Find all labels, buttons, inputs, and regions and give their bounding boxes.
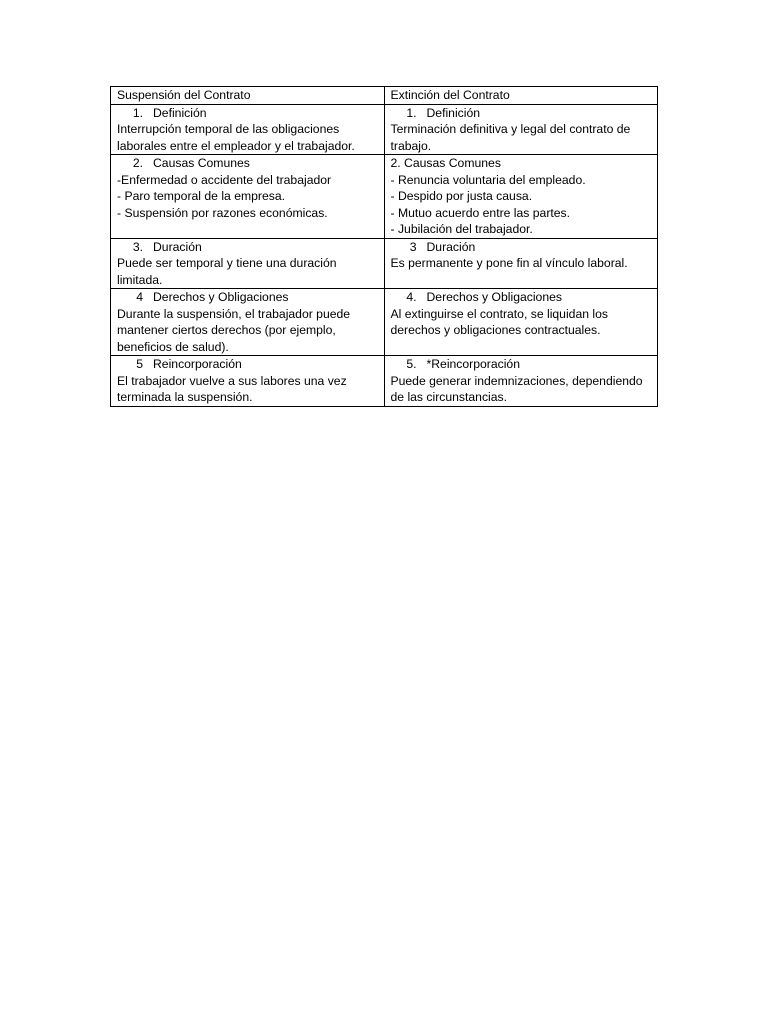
cell-text: El trabajador vuelve a sus labores una vez terminada la suspensión. <box>117 373 351 404</box>
cell-suspension-derechos <box>111 289 385 356</box>
table-row <box>111 356 658 407</box>
table-row <box>111 155 658 239</box>
cell-suspension-definicion <box>111 104 385 155</box>
list-item: -Enfermedad o accidente del trabajador <box>117 172 332 187</box>
list-item: - Jubilación del trabajador. <box>390 222 533 236</box>
list-item: - Suspensión por razones económicas. <box>117 205 328 220</box>
table-row <box>111 104 658 155</box>
comparison-table <box>110 86 658 407</box>
cell-extincion-causas <box>384 155 658 239</box>
list-item: - Renuncia voluntaria del empleado. <box>390 172 586 187</box>
cell-extincion-derechos <box>384 289 658 356</box>
list-item: - Despido por justa causa. <box>390 189 533 203</box>
cell-text: Es permanente y pone fin al vínculo laboral. <box>390 256 628 270</box>
cell-extincion-duracion <box>384 238 658 289</box>
table-row <box>111 289 658 356</box>
cell-text: Puede generar indemnizaciones, dependiendo de las circunstancias. <box>390 373 646 404</box>
cell-text: Interrupción temporal de las obligaciones laborales entre el empleador y el trabajador. <box>117 122 355 153</box>
section-number: 3. <box>132 239 143 254</box>
section-heading <box>391 239 654 256</box>
section-heading <box>117 239 380 256</box>
section-title: Duración <box>426 239 476 254</box>
section-heading <box>391 289 654 306</box>
section-heading <box>117 356 380 373</box>
section-title: Derechos y Obligaciones <box>153 290 289 304</box>
cell-extincion-definicion <box>384 104 658 155</box>
cell-suspension-causas <box>111 155 385 239</box>
section-title: Duración <box>153 239 202 254</box>
section-title: Causas Comunes <box>153 156 250 170</box>
section-title: Reincorporación <box>153 357 242 371</box>
list-item: - Paro temporal de la empresa. <box>117 189 285 203</box>
cell-extincion-reincorporacion <box>384 356 658 407</box>
cell-text: Durante la suspensión, el trabajador puede mantener ciertos derechos (por ejemplo, beneficios de salud). <box>117 306 354 354</box>
table-header-row <box>111 87 658 105</box>
header-suspension: Suspensión del Contrato <box>111 87 385 105</box>
section-title: Definición <box>426 105 481 120</box>
section-number: 3 <box>409 239 417 254</box>
section-number: 1. <box>406 105 417 120</box>
section-number: 5. <box>406 357 417 371</box>
section-number: 4 <box>136 290 143 304</box>
section-heading <box>117 289 380 306</box>
table-row <box>111 238 658 289</box>
section-heading <box>117 155 380 172</box>
section-heading <box>117 105 380 122</box>
section-heading: 2. Causas Comunes <box>390 156 501 170</box>
section-title: Definición <box>153 105 207 120</box>
section-number: 2. <box>132 156 143 170</box>
cell-suspension-duracion <box>111 238 385 289</box>
section-title: *Reincorporación <box>426 357 520 371</box>
section-number: 4. <box>406 290 417 304</box>
cell-suspension-reincorporacion <box>111 356 385 407</box>
cell-text: Al extinguirse el contrato, se liquidan los derechos y obligaciones contractuales. <box>390 306 612 337</box>
section-title: Derechos y Obligaciones <box>426 290 562 304</box>
section-number: 5 <box>136 357 143 371</box>
cell-text: Puede ser temporal y tiene una duración limitada. <box>117 256 340 287</box>
section-heading <box>391 105 654 122</box>
section-number: 1. <box>132 105 143 120</box>
section-heading <box>391 356 654 373</box>
cell-text: Terminación definitiva y legal del contrato de trabajo. <box>390 122 634 153</box>
header-extincion: Extinción del Contrato <box>384 87 658 105</box>
list-item: - Mutuo acuerdo entre las partes. <box>390 205 571 220</box>
